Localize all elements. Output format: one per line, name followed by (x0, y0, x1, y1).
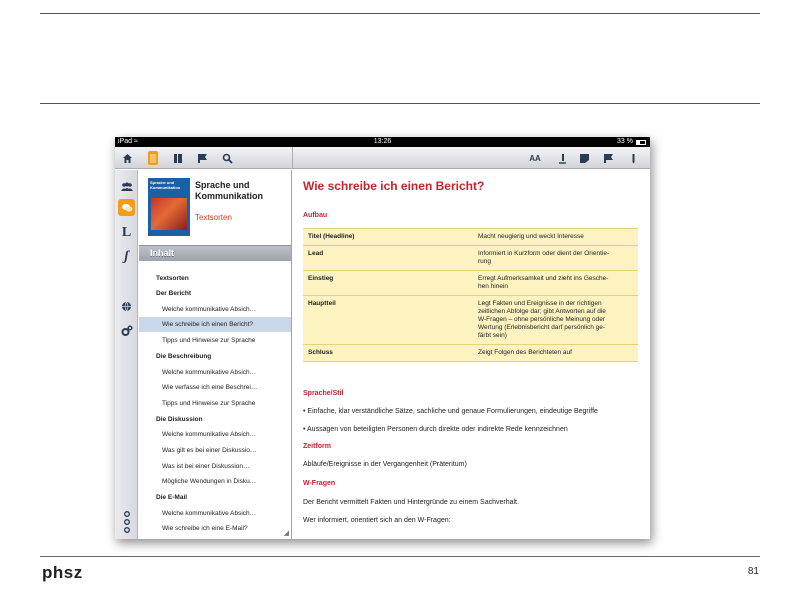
table-row (303, 296, 638, 345)
wifi-icon: ≈ (133, 138, 138, 145)
table-key: Titel (Headline) (303, 229, 473, 246)
bookmarks-icon[interactable] (171, 151, 185, 165)
header-rule (40, 103, 760, 104)
table-row (303, 345, 638, 362)
letter-s-icon[interactable]: ʃ (124, 248, 129, 264)
pen-icon[interactable] (555, 151, 569, 165)
table-row (303, 229, 638, 246)
toc-section[interactable]: Die E-Mail (156, 494, 188, 501)
search-icon[interactable] (220, 151, 234, 165)
top-toolbar (115, 147, 650, 169)
table-key: Hauptteil (303, 296, 473, 345)
toc-item[interactable]: Welche kommunikative Absich… (162, 431, 257, 438)
top-rule (40, 13, 760, 14)
cover-image (151, 198, 187, 230)
book-title: Sprache und Kommunikation (195, 180, 264, 201)
table-row (303, 246, 638, 271)
page-number: 81 (747, 566, 759, 577)
users-icon[interactable] (118, 178, 135, 195)
toc-section[interactable]: Die Beschreibung (156, 353, 212, 360)
status-time: 13:26 (373, 138, 392, 145)
article-title: Wie schreibe ich einen Bericht? (303, 179, 485, 193)
toc-item[interactable]: Wie schreibe ich einen Bericht? (139, 317, 292, 332)
table-key: Einstieg (303, 271, 473, 296)
table-value: Erregt Aufmerksamkeit und zieht ins Gesche- hen hinein (473, 271, 638, 296)
structure-table (303, 228, 638, 362)
wfragen-text: Der Bericht vermittelt Fakten und Hintergründe zu einem Sachverhalt. (303, 499, 519, 506)
letter-l-icon[interactable]: L (121, 224, 132, 240)
sprache-bullet: • Einfache, klar verständliche Sätze, sachliche und genaue Formulierungen, eindeutige Begriffe (303, 408, 598, 415)
font-size-button[interactable]: AA (529, 153, 541, 163)
table-key: Lead (303, 246, 473, 271)
book-subtitle: Textsorten (195, 213, 232, 222)
toc-section[interactable]: Textsorten (156, 275, 189, 282)
toc-item[interactable]: Tipps und Hinweise zur Sprache (162, 400, 256, 407)
device-label: iPad ≈ (118, 138, 138, 145)
more-icon[interactable] (118, 510, 135, 534)
table-value: Zeigt Folgen des Berichteten auf (473, 345, 638, 362)
chat-icon[interactable] (118, 199, 135, 216)
ipad-screenshot (115, 137, 650, 539)
toc-section[interactable]: Der Bericht (156, 290, 192, 297)
zeitform-heading: Zeitform (303, 443, 331, 450)
toc-item[interactable]: Wie schreibe ich eine E-Mail? (162, 525, 248, 532)
table-of-contents-sidebar (139, 170, 292, 539)
wfragen-text: Wer informiert, orientiert sich an den W-Fragen: (303, 517, 451, 524)
toc-item[interactable]: Welche kommunikative Absich… (162, 369, 257, 376)
contents-title: Inhalt (150, 248, 174, 258)
table-value: Legt Fakten und Ereignisse in der richtigen zeitlichen Abfolge dar; gibt Antworten auf die W-Fragen – ohne persönliche Meinung oder Wertung (Erlebnisbericht darf persönlich ge- färbt sein) (473, 296, 638, 345)
zeitform-text: Abläufe/Ereignisse in der Vergangenheit (Präteritum) (303, 461, 467, 468)
table-row (303, 271, 638, 296)
book-header (139, 170, 292, 245)
article-content (293, 170, 650, 539)
book-icon[interactable] (148, 151, 158, 165)
toc-item[interactable]: Mögliche Wendungen in Disku… (162, 478, 257, 485)
settings-icon[interactable] (118, 322, 135, 339)
notes-icon[interactable] (577, 151, 591, 165)
status-bar (115, 137, 650, 147)
resize-handle-icon[interactable]: ◢ (283, 530, 289, 537)
sprache-bullet: • Aussagen von beteiligten Personen durch direkte oder indirekte Rede kennzeichnen (303, 426, 568, 433)
battery-status: 33 % (617, 137, 646, 147)
aufbau-heading: Aufbau (303, 212, 328, 219)
toc-item[interactable]: Was ist bei einer Diskussion… (162, 463, 250, 470)
pencil-icon[interactable] (626, 151, 640, 165)
cover-title: Sprache und Kommunikation (150, 180, 181, 190)
toolbar-divider (292, 147, 293, 169)
phsz-logo: phsz (42, 563, 83, 582)
battery-icon (636, 140, 646, 145)
footer-rule (40, 556, 760, 557)
table-value: Macht neugierig und weckt Interesse (473, 229, 638, 246)
toc-item[interactable]: Wie verfasse ich eine Beschrei… (162, 384, 258, 391)
home-icon[interactable] (120, 151, 134, 165)
wfragen-heading: W-Fragen (303, 480, 336, 487)
flag-icon[interactable] (195, 151, 209, 165)
toc-item[interactable]: Welche kommunikative Absich… (162, 510, 257, 517)
book-cover[interactable] (148, 178, 190, 236)
toc-section[interactable]: Die Diskussion (156, 416, 203, 423)
toc-item[interactable]: Welche kommunikative Absich… (162, 306, 257, 313)
sprache-heading: Sprache/Stil (303, 390, 344, 397)
globe-icon[interactable] (118, 298, 135, 315)
side-navigation-strip (115, 170, 138, 539)
toc-item[interactable]: Was gilt es bei einer Diskussio… (162, 447, 257, 454)
contents-header (139, 245, 292, 261)
toc-item[interactable]: Tipps und Hinweise zur Sprache (162, 337, 256, 344)
table-value: Informiert in Kurzform oder dient der Orientie- rung (473, 246, 638, 271)
table-key: Schluss (303, 345, 473, 362)
flag-note-icon[interactable] (601, 151, 615, 165)
